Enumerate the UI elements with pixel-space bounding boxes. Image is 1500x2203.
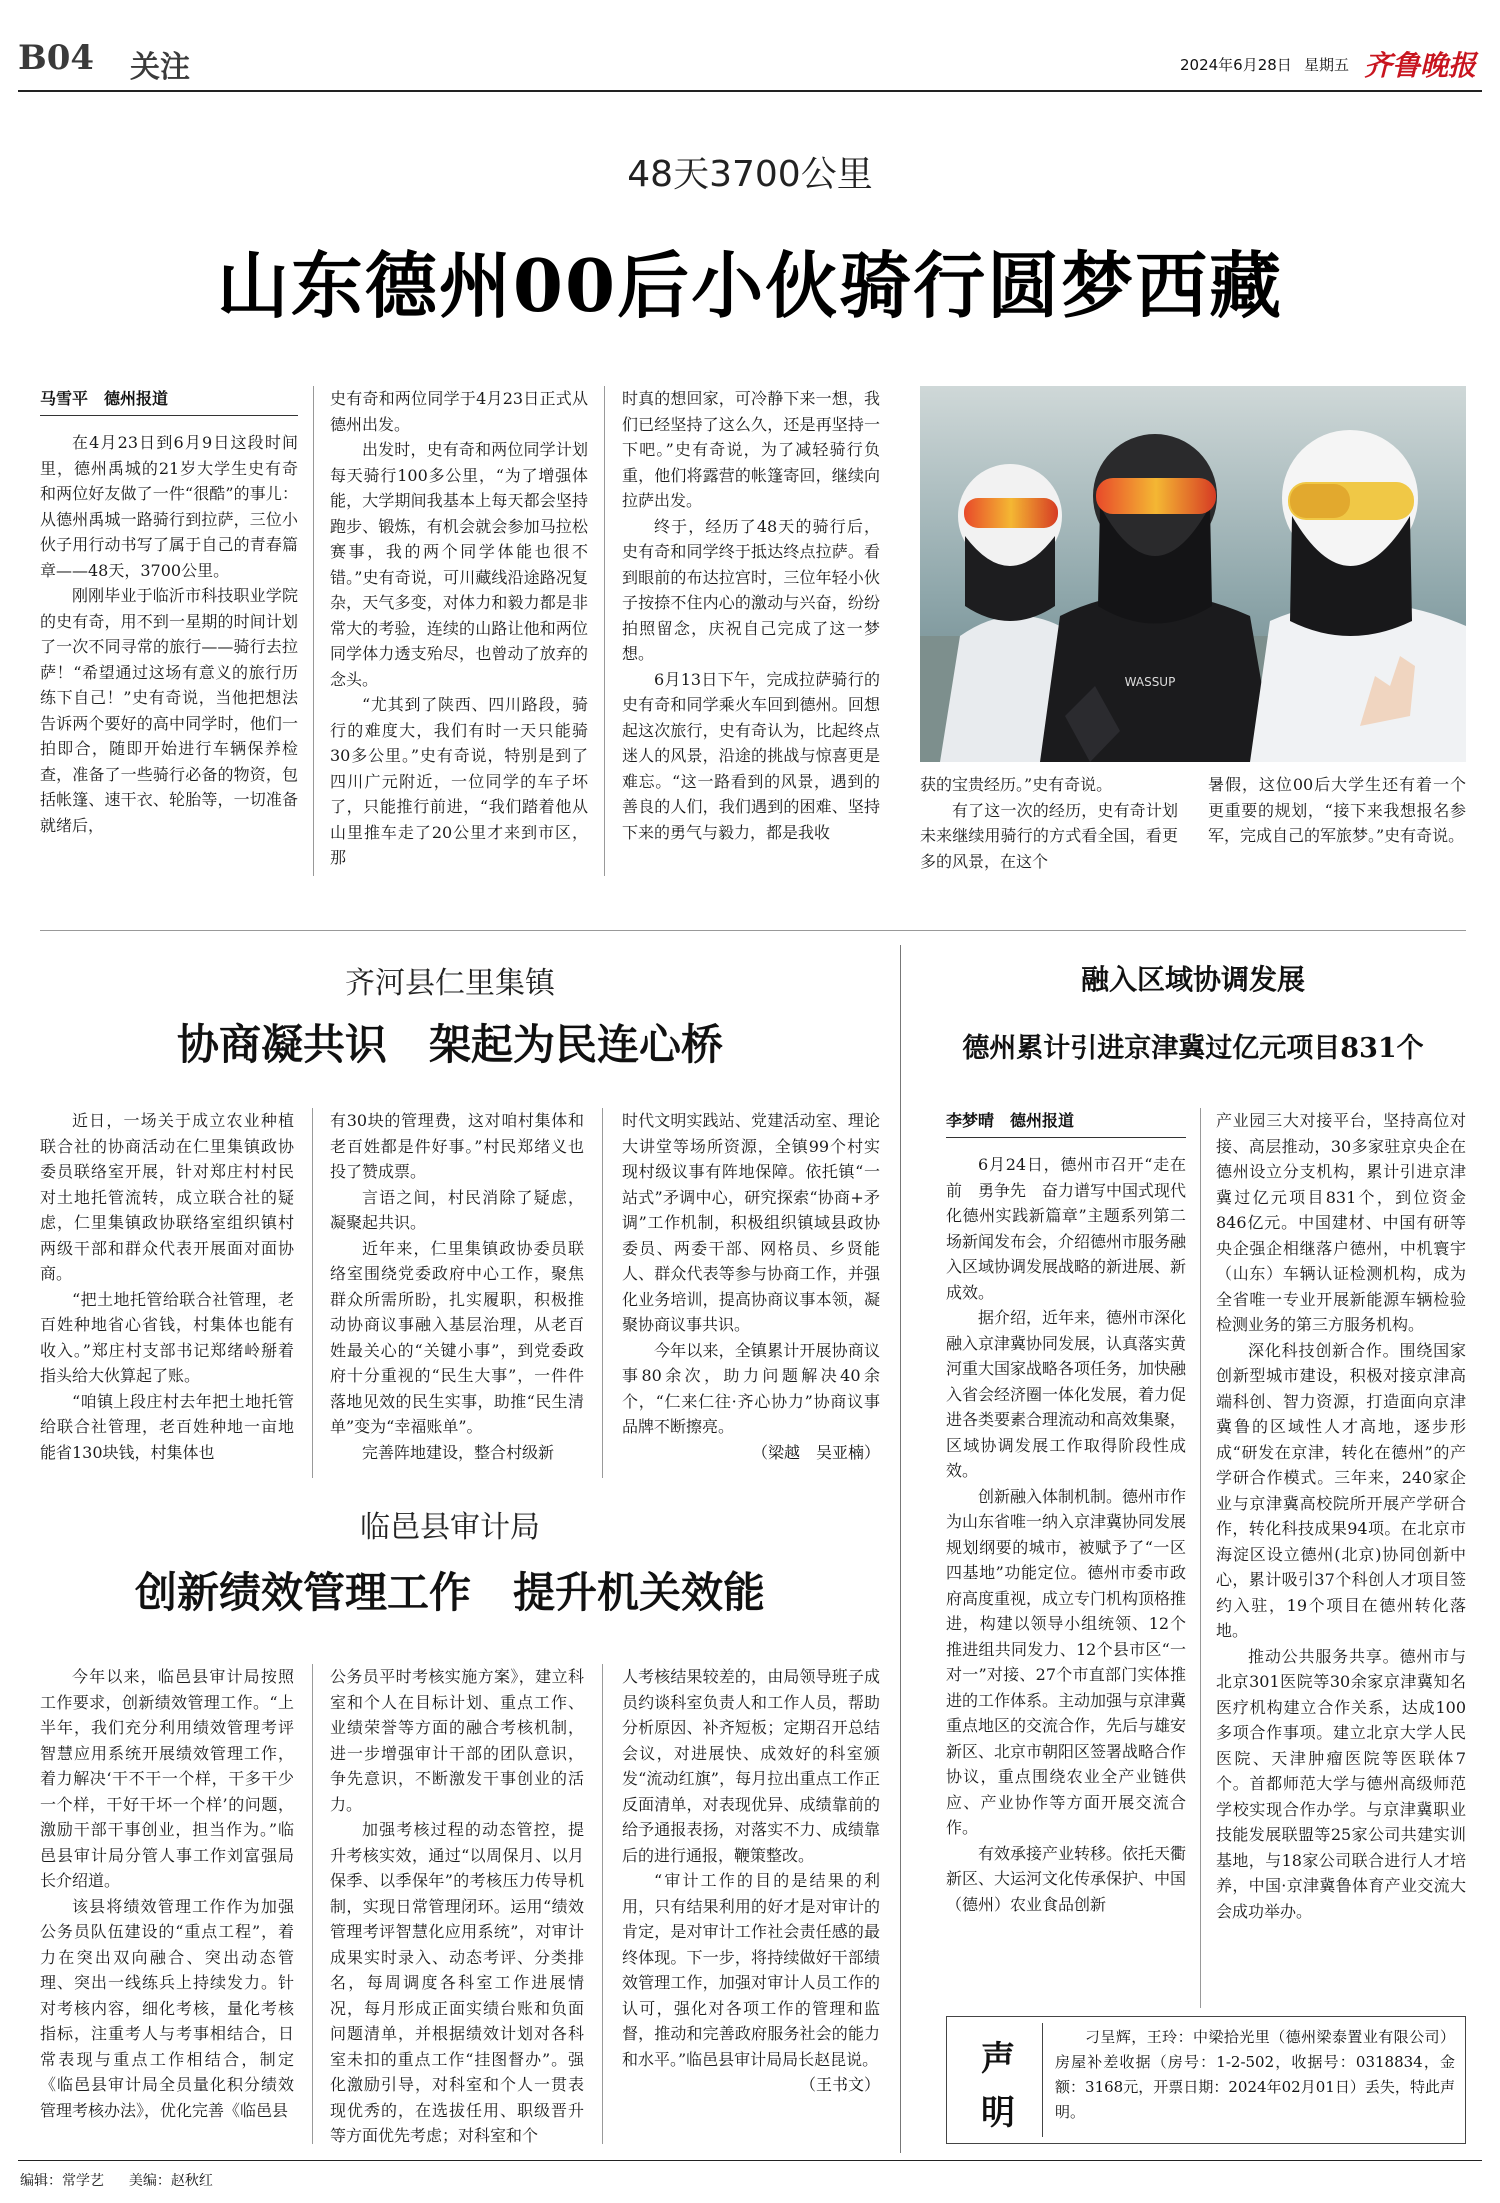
a2-col-3 <box>622 1108 880 1465</box>
page-number: B04 <box>18 38 95 78</box>
paragraph: “把土地托管给联合社管理，老百姓种地省心省钱，村集体也能有收入。”郑庄村支部书记郑绪岭掰着指头给大伙算起了账。 <box>40 1289 294 1385</box>
a3-col-2 <box>330 1664 584 2149</box>
paragraph: 创新融入体制机制。德州市作为山东省唯一纳入京津冀协同发展规划纲要的城市，被赋予了“一区四基地”功能定位。德州市委市政府高度重视，成立专门机构顶格推进，构建以领导小组统领、12个推进组共同发力、12个县市区“一对一”对接、27个市直部门实体推进的工作体系。主动加强与京津冀重点地区的交流合作，先后与雄安新区、北京市朝阳区签署战略合作协议，重点围绕农业全产业链供应、产业协作等方面开展交流合作。 <box>946 1486 1187 1837</box>
column-divider <box>604 386 605 876</box>
a3-signature: （王书文） <box>799 2075 880 2094</box>
shirt-print-text: WASSUP <box>1124 675 1176 689</box>
paragraph: 暑假，这位00后大学生还有着一个更重要的规划，“接下来我想报名参军，完成自己的军旅梦。”史有奇说。 <box>1208 775 1466 845</box>
a4-byline: 李梦晴 德州报道 <box>946 1108 1186 1138</box>
a1-col-2 <box>330 386 588 871</box>
paragraph: 今年以来，临邑县审计局按照工作要求，创新绩效管理工作。“上半年，我们充分利用绩效管理考评智慧应用系统开展绩效管理工作，着力解决‘干不干一个样，干多干少一个样，干好干坏一个样’的问题，激励干部干事创业，担当作为。”临邑县审计局分管人事工作刘富强局长介绍道。 <box>40 1667 294 1890</box>
column-divider <box>312 1108 313 1478</box>
paragraph: 完善阵地建设，整合村级新 <box>362 1442 555 1462</box>
paragraph: “尤其到了陕西、四川路段，骑行的难度大，我们有时一天只能骑30多公里。”史有奇说，特别是到了四川广元附近，一位同学的车子坏了，只能推行前进，“我们踏着他从山里推车走了20公里才来到市区，那 <box>330 695 588 867</box>
paragraph: “审计工作的目的是结果的利用，只有结果利用的好才是对审计的肯定，是对审计工作社会责任感的最终体现。下一步，将持续做好干部绩效管理工作，加强对审计人员工作的认可，强化对各项工作的管理和监督，推动和完善政府服务社会的能力和水平。”临邑县审计局局长赵昆说。 <box>622 1871 880 2069</box>
column-divider <box>312 1664 313 2144</box>
notice-text: 刁呈辉，王玲：中梁拾光里（德州梁泰置业有限公司）房屋补差收据（房号：1-2-502，收据号：0318834，金额：3168元，开票日期：2024年02月01日）丢失，特此声明。 <box>1055 2028 1455 2121</box>
designer-credit: 美编：赵秋红 <box>128 2173 213 2189</box>
paragraph: 深化科技创新合作。围绕国家创新型城市建设，积极对接京津高端科创、智力资源，打造面向京津冀鲁的区域性人才高地，逐步形成“研发在京津，转化在德州”的产学研合作模式。三年来，240家企业与京津冀高校院所开展产学研合作，转化科技成果94项。在北京市海淀区设立德州(北京)协同创新中心，累计吸引37个科创人才项目签约入驻，19个项目在德州转化落地。 <box>1216 1340 1466 1640</box>
page-header <box>18 30 1482 90</box>
section-rule <box>40 930 1466 931</box>
a2-col-2 <box>330 1108 584 1465</box>
column-divider <box>313 386 314 876</box>
a1-kicker: 48天3700公里 <box>627 154 873 195</box>
header-rule <box>18 90 1482 92</box>
a3-col-3 <box>622 1664 880 2097</box>
newspaper-logo: 齐鲁晚报 <box>1364 49 1477 82</box>
notice-label-1: 声 <box>981 2039 1015 2079</box>
a3-kicker: 临邑县审计局 <box>360 1510 540 1545</box>
a4-kicker: 融入区域协调发展 <box>1080 963 1305 996</box>
a2-title: 协商凝共识 架起为民连心桥 <box>176 1020 723 1069</box>
paragraph: 产业园三大对接平台，坚持高位对接、高层推动，30多家驻京央企在德州设立分支机构，累计引进京津冀过亿元项目831个，到位资金846亿元。中国建材、中国有研等央企强企相继落户德州，中机寰宇（山东）车辆认证检测机构，成为全省唯一专业开展新能源车辆检验检测业务的第三方服务机构。 <box>1216 1111 1466 1334</box>
paragraph: 公务员平时考核实施方案》，建立科室和个人在目标计划、重点工作、业绩荣誉等方面的融合考核机制，进一步增强审计干部的团队意识，争先意识，不断激发干事创业的活力。 <box>330 1667 584 1814</box>
issue-date: 2024年6月28日 <box>1180 56 1292 74</box>
paragraph: 刚刚毕业于临沂市科技职业学院的史有奇，用不到一星期的时间计划了一次不同寻常的旅行——骑行去拉萨！“希望通过这场有意义的旅行历练下自己！”史有奇说，当他把想法告诉两个要好的高中同学时，他们一拍即合，随即开始进行车辆保养检查，准备了一些骑行必备的物资，包括帐篷、速干衣、轮胎等，一切准备就绪后， <box>40 586 298 835</box>
paragraph: 6月24日，德州市召开“走在前 勇争先 奋力谱写中国式现代化德州实践新篇章”主题系列第二场新闻发布会，介绍德州市服务融入区域协调发展战略的新进展、新成效。 <box>946 1155 1187 1302</box>
paragraph: 在4月23日到6月9日这段时间里，德州禹城的21岁大学生史有奇和两位好友做了一件“很酷”的事儿：从德州禹城一路骑行到拉萨，三位小伙子用行动书写了属于自己的青春篇章——48天，3700公里。 <box>40 433 298 580</box>
paragraph: 人考核结果较差的，由局领导班子成员约谈科室负责人和工作人员，帮助分析原因、补齐短板；定期召开总结会议，对进展快、成效好的科室颁发“流动红旗”，每月拉出重点工作正反面清单，对表现优异、成绩靠前的给予通报表扬，对落实不力、成绩靠后的进行通报，鞭策整改。 <box>622 1667 880 1865</box>
paragraph: 该县将绩效管理工作作为加强公务员队伍建设的“重点工程”，着力在突出双向融合、突出动态管理、突出一线练兵上持续发力。针对考核内容，细化考核，量化考核指标，注重考人与考事相结合，日常表现与重点工作相结合，制定《临邑县审计局全员量化积分绩效管理考核办法》，优化完善《临邑县 <box>40 1896 294 2120</box>
paragraph: 有30块的管理费，这对咱村集体和老百姓都是件好事。”村民郑绪义也投了赞成票。 <box>330 1111 584 1181</box>
paragraph: 言语之间，村民消除了疑虑，凝聚起共识。 <box>330 1187 584 1232</box>
paragraph: 时真的想回家，可冷静下来一想，我们已经坚持了这么久，还是再坚持一下吧。”史有奇说，为了减轻骑行负重，他们将露营的帐篷寄回，继续向拉萨出发。 <box>622 389 880 510</box>
paragraph: 时代文明实践站、党建活动室、理论大讲堂等场所资源，全镇99个村实现村级议事有阵地保障。依托镇“一站式”矛调中心，研究探索“协商+矛调”工作机制，积极组织镇域县政协委员、两委干部、网格员、乡贤能人、群众代表等参与协商工作，并强化业务培训，提高协商议事本领，凝聚协商议事共识。 <box>622 1111 880 1334</box>
a2-kicker: 齐河县仁里集镇 <box>345 966 555 1001</box>
notice-label-box <box>953 2023 1043 2137</box>
paragraph: 加强考核过程的动态管控，提升考核实效，通过“以周保月、以月保季、以季保年”的考核压力传导机制，实现日常管理闭环。运用“绩效管理考评智慧化应用系统”，对审计成果实时录入、动态考评、分类排名，每周调度各科室工作进展情况，每月形成正面实绩台账和负面问题清单，并根据绩效计划对各科室未扣的重点工作“挂图督办”。强化激励引导，对科室和个人一贯表现优秀的，在选拔任用、职级晋升等方面优先考虑；对科室和个 <box>330 1820 584 2145</box>
a4-title: 德州累计引进京津冀过亿元项目831个 <box>962 1033 1424 1064</box>
cyclists-photo <box>920 386 1466 762</box>
a1-col-1 <box>40 386 298 838</box>
column-divider <box>602 1108 603 1478</box>
a1-col-5 <box>1208 772 1466 849</box>
paragraph: 出发时，史有奇和两位同学计划每天骑行100多公里，“为了增强体能，大学期间我基本上每天都会坚持跑步、锻炼，有机会就会参加马拉松赛事，我的两个同学体能也很不错。”史有奇说，可川藏线沿途路况复杂，天气多变，对体力和毅力都是非常大的考验，连续的山路让他和两位同学体力透支殆尽，也曾动了放弃的念头。 <box>330 440 588 689</box>
notice-label-2: 明 <box>981 2093 1015 2133</box>
a1-title: 山东德州00后小伙骑行圆梦西藏 <box>216 243 1284 328</box>
issue-weekday: 星期五 <box>1304 56 1350 74</box>
column-divider <box>1200 1108 1201 2008</box>
footer <box>20 2170 213 2190</box>
column-divider <box>602 1664 603 2144</box>
paragraph: 近日，一场关于成立农业种植联合社的协商活动在仁里集镇政协委员联络室开展，针对郑庄村村民对土地托管流转，成立联合社的疑虑，仁里集镇政协联络室组织镇村两级干部和群众代表开展面对面协商。 <box>40 1111 294 1283</box>
a2-signature: （梁越 吴亚楠） <box>751 1442 880 1462</box>
a4-col-1 <box>946 1108 1186 1917</box>
paragraph: “咱镇上段庄村去年把土地托管给联合社管理，老百姓种地一亩地能省130块钱，村集体也 <box>40 1391 294 1462</box>
a3-col-1 <box>40 1664 294 2123</box>
footer-rule <box>18 2160 1482 2161</box>
paragraph: 推动公共服务共享。德州市与北京301医院等30余家京津冀知名医疗机构建立合作关系，达成100多项合作事项。建立北京大学人民医院、天津肿瘤医院等医联体7个。首都师范大学与德州高级师范学校实现合作办学。与京津冀职业技能发展联盟等25家公司共建实训基地，与18家公司联合进行人才培养，中国·京津冀鲁体育产业交流大会成功举办。 <box>1216 1646 1466 1921</box>
cyclists-photo-image <box>920 386 1466 762</box>
a1-byline: 马雪平 德州报道 <box>40 386 298 416</box>
paragraph: 有效承接产业转移。依托天衢新区、大运河文化传承保护、中国（德州）农业食品创新 <box>946 1843 1187 1914</box>
a2-col-1 <box>40 1108 294 1465</box>
paragraph: 终于，经历了48天的骑行后，史有奇和同学终于抵达终点拉萨。看到眼前的布达拉宫时，三位年轻小伙子按捺不住内心的激动与兴奋，纷纷拍照留念，庆祝自己完成了这一梦想。 <box>622 516 880 663</box>
section-divider <box>900 945 901 2153</box>
section-name: 关注 <box>130 50 190 85</box>
paragraph: 今年以来，全镇累计开展协商议事80余次，助力问题解决40余个，“仁来仁往·齐心协力”协商议事品牌不断擦亮。 <box>622 1340 880 1436</box>
paragraph: 近年来，仁里集镇政协委员联络室围绕党委政府中心工作，聚焦群众所需所盼，扎实履职，积极推动协商议事融入基层治理，从老百姓最关心的“关键小事”，到党委政府十分重视的“民生大事”，一件件落地见效的民生实事，助推“民生清单”变为“幸福账单”。 <box>330 1238 584 1436</box>
a3-title: 创新绩效管理工作 提升机关效能 <box>134 1568 765 1617</box>
a1-col-3 <box>622 386 880 845</box>
editor-credit: 编辑：常学艺 <box>20 2173 104 2189</box>
a1-col-4 <box>920 772 1178 874</box>
paragraph: 6月13日下午，完成拉萨骑行的史有奇和同学乘火车回到德州。回想起这次旅行，史有奇认为，比起终点迷人的风景，沿途的挑战与惊喜更是难忘。“这一路看到的风景，遇到的善良的人们，我们遇到的困难、坚持下来的勇气与毅力，都是我收 <box>622 669 880 842</box>
notice-box <box>946 2016 1466 2144</box>
paragraph: 史有奇和两位同学于4月23日正式从德州出发。 <box>330 389 588 434</box>
paragraph: 据介绍，近年来，德州市深化融入京津冀协同发展，认真落实黄河重大国家战略各项任务，加快融入省会经济圈一体化发展，着力促进各类要素合理流动和高效集聚，区域协调发展工作取得阶段性成效。 <box>946 1308 1187 1480</box>
paragraph: 获的宝贵经历。”史有奇说。 <box>920 775 1113 794</box>
paragraph: 有了这一次的经历，史有奇计划未来继续用骑行的方式看全国，看更多的风景，在这个 <box>920 800 1178 871</box>
a4-col-2 <box>1216 1108 1466 1924</box>
